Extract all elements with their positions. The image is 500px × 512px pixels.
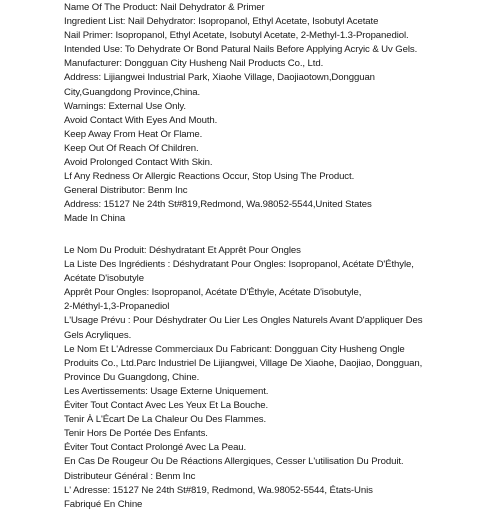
fr-warnings-line: Les Avertissements: Usage Externe Uniquement.: [64, 385, 269, 397]
intended-use-line: Intended Use: To Dehydrate Or Bond Patural Nails Before Applying Acryic & Uv Gels.: [64, 44, 418, 56]
fr-warning-skin-line: Éviter Tout Contact Prolongé Avec La Peau.: [64, 442, 247, 454]
english-section: [64, 1, 494, 227]
nail-primer-line: Nail Primer: Isopropanol, Ethyl Acetate, Isobutyl Acetate, 2-Methyl-1.3-Propanediol.: [64, 30, 409, 42]
fr-distributor-line: Distributeur Général : Benm Inc: [64, 470, 196, 482]
fr-distributor-address-line: L' Adresse: 15127 Ne 24th St#819, Redmond, Wa.98052-5544, États-Unis: [64, 484, 373, 496]
ingredient-list-line: Ingredient List: Nail Dehydrator: Isopropanol, Ethyl Acetate, Isobutyl Acetate: [64, 16, 379, 28]
warning-children-line: Keep Out Of Reach Of Children.: [64, 142, 199, 154]
warning-allergy-line: Lf Any Redness Or Allergic Reactions Occur, Stop Using The Product.: [64, 171, 355, 183]
distributor-address-line: Address: 15127 Ne 24th St#819,Redmond, Wa.98052-5544,United States: [64, 199, 372, 211]
fr-product-name-line: Le Nom Du Produit: Déshydratant Et Apprêt Pour Ongles: [64, 245, 301, 256]
fr-warning-allergy-line: En Cas De Rougeur Ou De Réactions Allergiques, Cesser L'utilisation Du Produit.: [64, 456, 404, 468]
fr-primer-line: Apprêt Pour Ongles: Isopropanol, Acétate D'Éthyle, Acétate D'isobutyle,: [64, 287, 362, 299]
fr-warning-children-line: Tenir Hors De Portée Des Enfants.: [64, 428, 208, 440]
warning-skin-line: Avoid Prolonged Contact With Skin.: [64, 157, 213, 169]
origin-line: Made In China: [64, 213, 126, 225]
fr-manufacturer-line: Le Nom Et L'Adresse Commerciaux Du Fabricant: Dongguan City Husheng Ongle: [64, 343, 405, 355]
fr-ingredient-list-continued-line: Acétate D'isobutyle: [64, 273, 144, 285]
fr-origin-line: Fabriqué En Chine: [64, 498, 143, 510]
fr-intended-use-line: L'Usage Prévu : Pour Déshydrater Ou Lier Les Ongles Naturels Avant D'appliquer Des: [64, 315, 423, 327]
product-name-line: Name Of The Product: Nail Dehydrator & Primer: [64, 2, 265, 13]
fr-intended-use-continued-line: Gels Acryliques.: [64, 329, 132, 341]
fr-province-line: Province Du Guangdong, Chine.: [64, 371, 200, 383]
address-continued-line: City,Guangdong Province,China.: [64, 86, 201, 98]
distributor-line: General Distributor: Benm Inc: [64, 185, 188, 197]
fr-warning-heat-line: Tenir À L'Écart De La Chaleur Ou Des Flammes.: [64, 414, 267, 426]
warning-eyes-line: Avoid Contact With Eyes And Mouth.: [64, 114, 218, 126]
address-line: Address: Lijiangwei Industrial Park, Xiaohe Village, Daojiaotown,Dongguan: [64, 72, 375, 84]
fr-warning-eyes-line: Éviter Tout Contact Avec Les Yeux Et La Bouche.: [64, 400, 269, 412]
fr-manufacturer-continued-line: Produits Co., Ltd.Parc Industriel De Lijiangwei, Village De Xiaohe, Daojiao, Dongguan,: [64, 357, 423, 369]
fr-primer-continued-line: 2-Méthyl-1,3-Propanediol: [64, 301, 170, 313]
warning-heat-line: Keep Away From Heat Or Flame.: [64, 128, 203, 140]
fr-ingredient-list-line: La Liste Des Ingrédients : Déshydratant Pour Ongles: Isopropanol, Acétate D'Éthyle,: [64, 259, 414, 271]
manufacturer-line: Manufacturer: Dongguan City Husheng Nail Products Co., Ltd.: [64, 58, 324, 70]
french-section: [64, 244, 494, 512]
warnings-line: Warnings: External Use Only.: [64, 100, 186, 112]
